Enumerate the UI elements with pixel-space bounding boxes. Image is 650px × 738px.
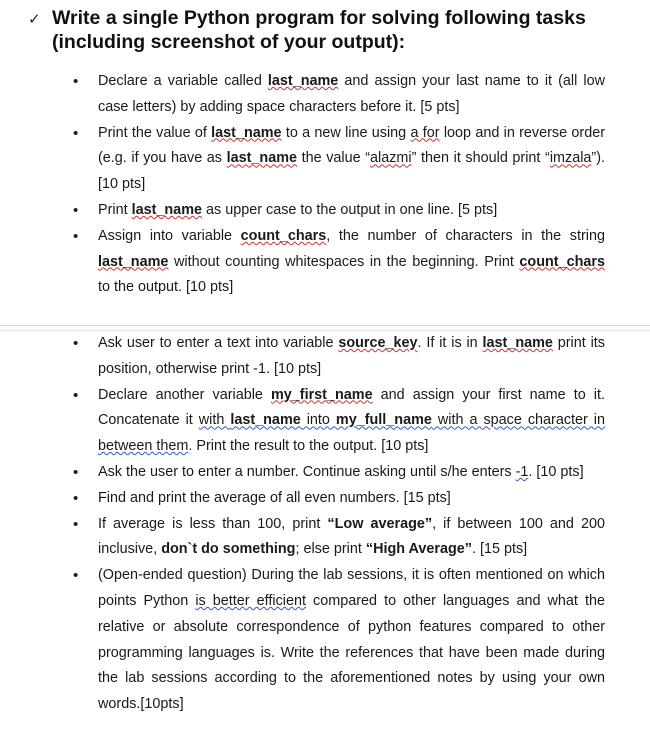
- text-run: , if between 100 and 200 inclusive,: [98, 515, 605, 558]
- emphasized-text: last_name: [131, 201, 202, 218]
- checkmark-icon: ✓: [28, 11, 41, 28]
- emphasized-text: with a space character in between them: [98, 412, 605, 455]
- emphasized-text: last_name: [482, 335, 553, 351]
- emphasized-text: last_name: [230, 412, 301, 429]
- text-run: print its position, otherwise print -1. [10 pts]: [98, 335, 605, 377]
- emphasized-text: don`t do something: [161, 541, 296, 558]
- text-run: (Open-ended question) During the lab sessions, it is often mentioned on which points Python: [98, 567, 605, 609]
- list-item: [75, 224, 605, 301]
- text-run: the value “: [297, 150, 371, 167]
- emphasized-text: source_key: [338, 335, 418, 351]
- emphasized-text: -1: [515, 463, 529, 480]
- text-run: . If it is in: [417, 335, 483, 351]
- list-item: [75, 198, 605, 224]
- list-item: [75, 121, 605, 198]
- emphasized-text: “High Average”: [365, 541, 472, 558]
- page-title: Write a single Python program for solving following tasks (including screenshot of your output):: [52, 7, 586, 53]
- list-item: [75, 383, 605, 460]
- list-item: [75, 563, 605, 718]
- text-run: Print: [98, 201, 132, 218]
- task-heading: [28, 6, 628, 54]
- list-item: [75, 486, 605, 512]
- list-item: [75, 460, 605, 486]
- text-run: , the number of characters in the string: [326, 227, 605, 244]
- text-run: as upper case to the output in one line. [5 pts]: [202, 201, 498, 218]
- text-run: Ask the user to enter a number. Continue asking until s/he enters: [98, 463, 516, 480]
- text-run: compared to other languages and what the relative or absolute correspondence of python features compared to other programming languages is. Write the references that have been made during the lab sessions according to the aforementioned notes by using your own words.[10pts]: [98, 592, 605, 713]
- emphasized-text: last_name: [267, 73, 339, 89]
- emphasized-text: a for: [410, 124, 440, 141]
- text-run: to the output. [10 pts]: [98, 279, 234, 296]
- emphasized-text: last_name: [98, 253, 169, 270]
- text-run: and assign your first name to it. Concatenate it: [98, 386, 605, 429]
- task-list-part-2: [75, 331, 605, 718]
- emphasized-text: imzala: [549, 150, 592, 167]
- emphasized-text: my_full_name: [335, 412, 432, 429]
- list-item: [75, 331, 605, 383]
- text-run: If average is less than 100, print: [98, 515, 328, 532]
- text-run: Assign into variable: [98, 227, 241, 244]
- text-run: Declare a variable called: [98, 73, 268, 89]
- text-run: Find and print the average of all even numbers. [15 pts]: [98, 489, 451, 506]
- text-run: . [10 pts]: [528, 463, 584, 480]
- emphasized-text: count_chars: [240, 227, 327, 244]
- text-run: and assign your last name to it (all low case letters) by adding space characters before it. [5 pts]: [98, 73, 605, 115]
- task-list-part-1: [75, 69, 605, 301]
- text-run: Declare another variable: [98, 386, 271, 403]
- emphasized-text: is better efficient: [195, 592, 306, 609]
- list-item: [75, 69, 605, 121]
- text-run: . [15 pts]: [471, 541, 528, 558]
- emphasized-text: last_name: [226, 150, 298, 167]
- text-run: without counting whitespaces in the beginning. Print: [168, 253, 520, 270]
- emphasized-text: last_name: [211, 124, 282, 141]
- emphasized-text: my_first_name: [270, 386, 373, 403]
- text-run: . Print the result to the output. [10 pts]: [188, 438, 429, 455]
- text-run: ” then it should print “: [411, 150, 550, 167]
- emphasized-text: count_chars: [519, 253, 605, 270]
- emphasized-text: “Low average”: [327, 515, 433, 532]
- emphasized-text: alazmi: [370, 150, 412, 167]
- text-run: Ask user to enter a text into variable: [98, 335, 339, 351]
- text-run: ”). [10 pts]: [98, 150, 606, 193]
- text-run: loop and in reverse order (e.g. if you have as: [98, 124, 605, 167]
- emphasized-text: with: [198, 412, 231, 429]
- list-item: [75, 512, 605, 564]
- text-run: Print the value of: [98, 124, 212, 141]
- emphasized-text: into: [300, 412, 336, 429]
- text-run: to a new line using: [281, 124, 411, 141]
- text-run: ; else print: [295, 541, 366, 558]
